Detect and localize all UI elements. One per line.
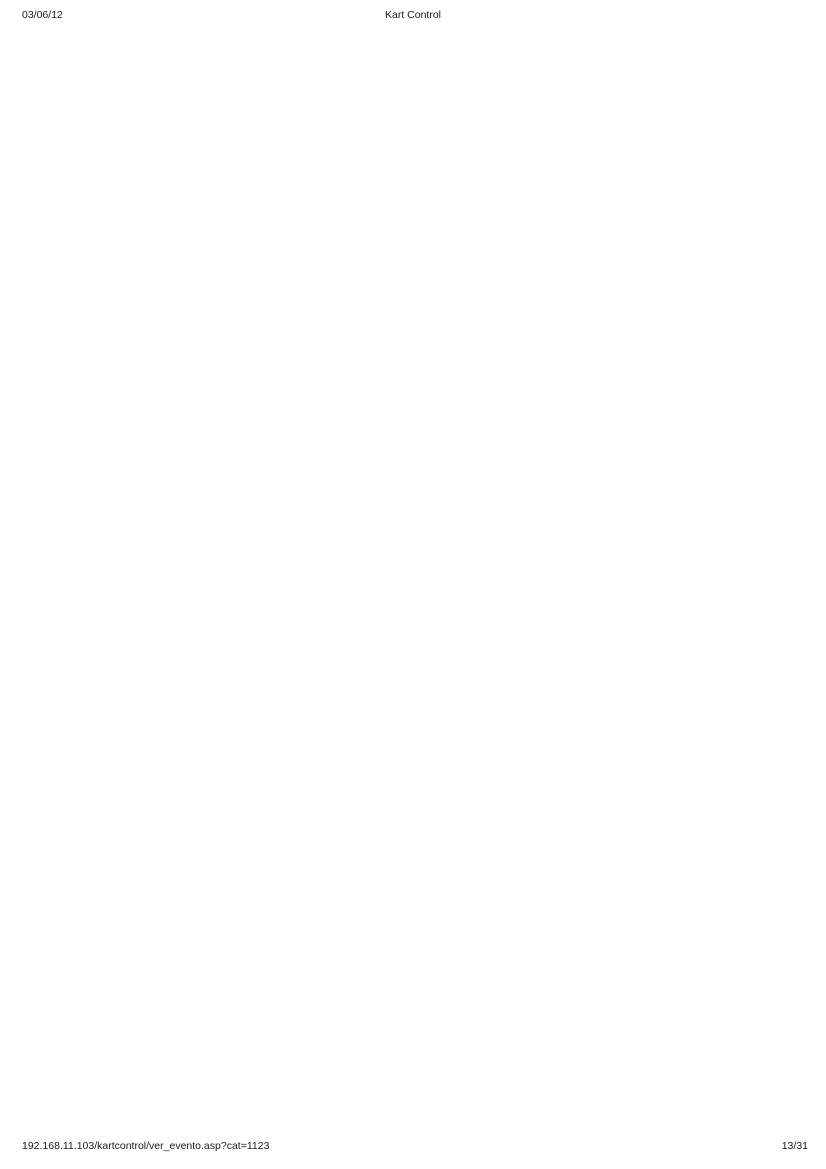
- print-footer: [0, 1140, 826, 1160]
- print-footer-url: 192.168.11.103/kartcontrol/ver_evento.asp?cat=1123: [22, 1140, 270, 1152]
- results-table-viewport: [80, 30, 675, 1130]
- print-title: Kart Control: [384, 9, 442, 21]
- print-date: 03/06/12: [22, 9, 63, 21]
- print-footer-page: 13/31: [781, 1140, 808, 1152]
- print-header: [0, 0, 826, 28]
